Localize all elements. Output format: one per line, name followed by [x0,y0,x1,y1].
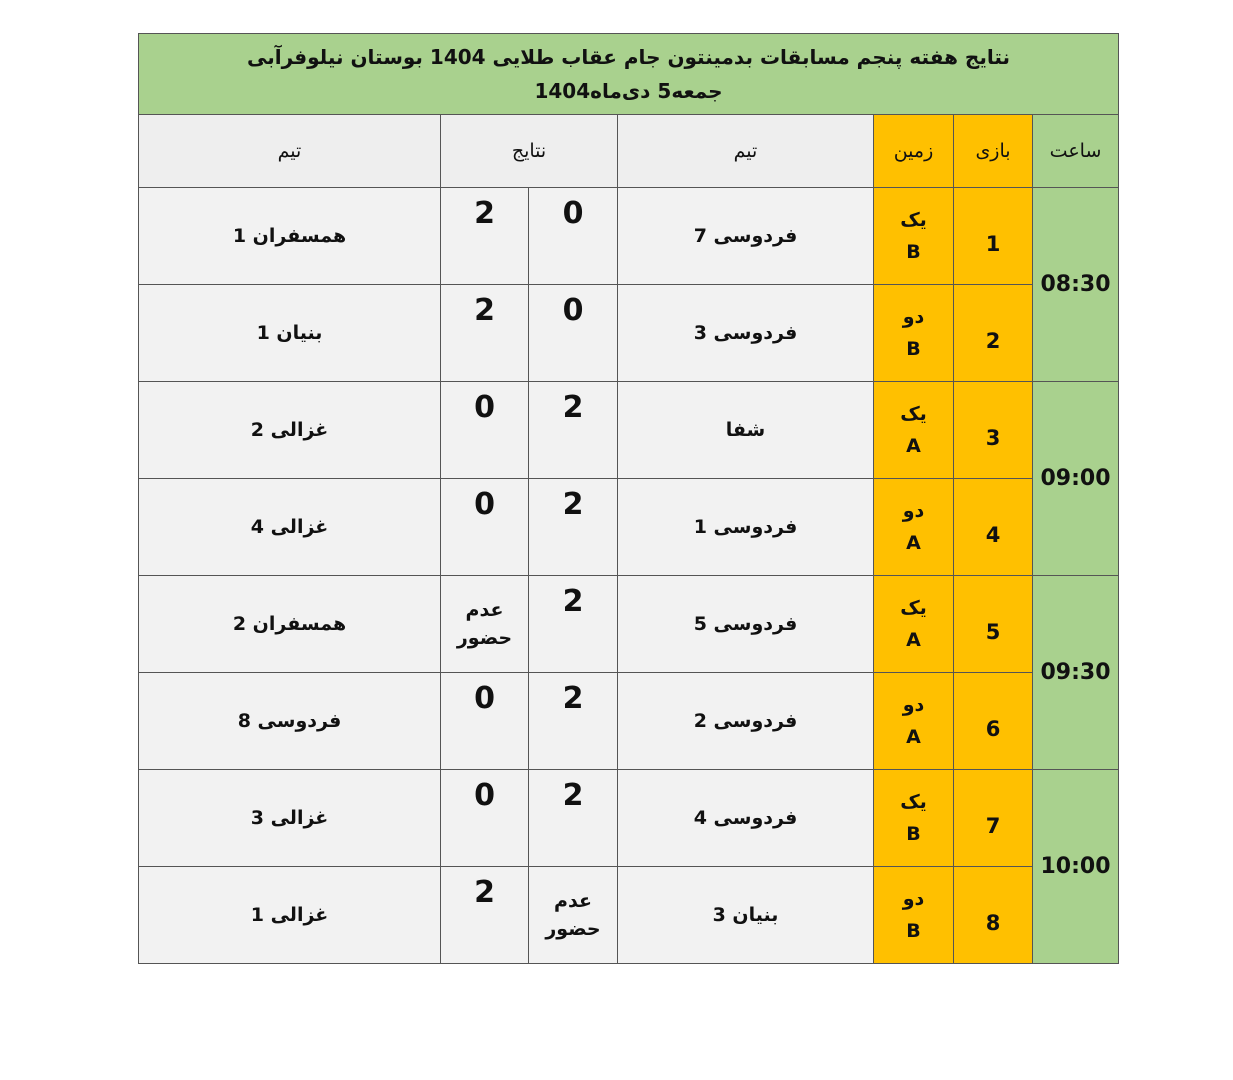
game-number [954,673,1033,770]
header-results: نتایج [441,115,618,188]
score-left: 0 [441,770,529,867]
game-number-label: 3 [985,426,1001,450]
game-number-label: 1 [985,232,1001,256]
court-cell [874,285,954,382]
team-left: غزالی 1 [139,867,441,964]
table-row [139,285,1119,382]
page-title: نتایج هفته پنجم مسابقات بدمینتون جام عقاب طلایی 1404 بوستان نیلوفرآبی [247,45,1011,69]
court-cell [874,479,954,576]
score-right: 0 [529,285,618,382]
court-name: دو [902,888,925,910]
game-number [954,285,1033,382]
court-name: یک [900,597,927,619]
game-number [954,770,1033,867]
team-right: فردوسی 2 [618,673,874,770]
time-slot: 08:30 [1033,188,1119,382]
court-name: دو [902,500,925,522]
court-group: B [906,241,921,263]
court-group: A [906,629,921,651]
score-right: 2 [529,382,618,479]
score-left: 2 [441,285,529,382]
header-game: بازی [954,115,1033,188]
score-left: عدم حضور [441,576,529,673]
header-time: ساعت [1033,115,1119,188]
table-row [139,770,1119,867]
score-right: 0 [529,188,618,285]
court-cell [874,576,954,673]
table-row [139,576,1119,673]
team-left: همسفران 2 [139,576,441,673]
court-group: B [906,338,921,360]
court-cell [874,673,954,770]
team-right: فردوسی 7 [618,188,874,285]
game-number-label: 2 [985,329,1001,353]
court-name: یک [900,791,927,813]
page-date: جمعه5 دی‌ماه1404 [534,79,723,103]
table-row [139,479,1119,576]
score-left: 0 [441,673,529,770]
court-group: A [906,726,921,748]
game-number [954,576,1033,673]
team-left: غزالی 4 [139,479,441,576]
game-number-label: 8 [985,911,1001,935]
results-rows [139,188,1119,964]
table-row [139,867,1119,964]
team-left: همسفران 1 [139,188,441,285]
score-right: عدم حضور [529,867,618,964]
court-cell [874,770,954,867]
score-left: 2 [441,867,529,964]
score-right: 2 [529,770,618,867]
team-left: بنیان 1 [139,285,441,382]
court-group: B [906,920,921,942]
score-left: 0 [441,479,529,576]
court-group: B [906,823,921,845]
team-right: فردوسی 3 [618,285,874,382]
team-left: فردوسی 8 [139,673,441,770]
score-right: 2 [529,479,618,576]
game-number [954,867,1033,964]
court-cell [874,382,954,479]
table-row [139,382,1119,479]
score-right: 2 [529,576,618,673]
court-name: یک [900,209,927,231]
score-left: 0 [441,382,529,479]
team-right: فردوسی 4 [618,770,874,867]
team-right: بنیان 3 [618,867,874,964]
court-cell [874,867,954,964]
game-number [954,188,1033,285]
court-cell [874,188,954,285]
header-team-right: تیم [618,115,874,188]
game-number-label: 4 [985,523,1001,547]
score-left: 2 [441,188,529,285]
team-left: غزالی 2 [139,382,441,479]
score-right: 2 [529,673,618,770]
table-row [139,188,1119,285]
game-number [954,479,1033,576]
game-number-label: 7 [985,814,1001,838]
header-court: زمین [874,115,954,188]
team-right: فردوسی 5 [618,576,874,673]
court-name: دو [902,694,925,716]
court-group: A [906,435,921,457]
team-right: فردوسی 1 [618,479,874,576]
court-group: A [906,532,921,554]
time-slot: 10:00 [1033,770,1119,964]
team-right: شفا [618,382,874,479]
court-name: یک [900,403,927,425]
game-number [954,382,1033,479]
time-slot: 09:00 [1033,382,1119,576]
table-row [139,673,1119,770]
team-left: غزالی 3 [139,770,441,867]
court-name: دو [902,306,925,328]
time-slot: 09:30 [1033,576,1119,770]
results-table [138,33,1119,964]
title-block [139,34,1119,115]
game-number-label: 5 [985,620,1001,644]
header-team-left: تیم [139,115,441,188]
game-number-label: 6 [985,717,1001,741]
